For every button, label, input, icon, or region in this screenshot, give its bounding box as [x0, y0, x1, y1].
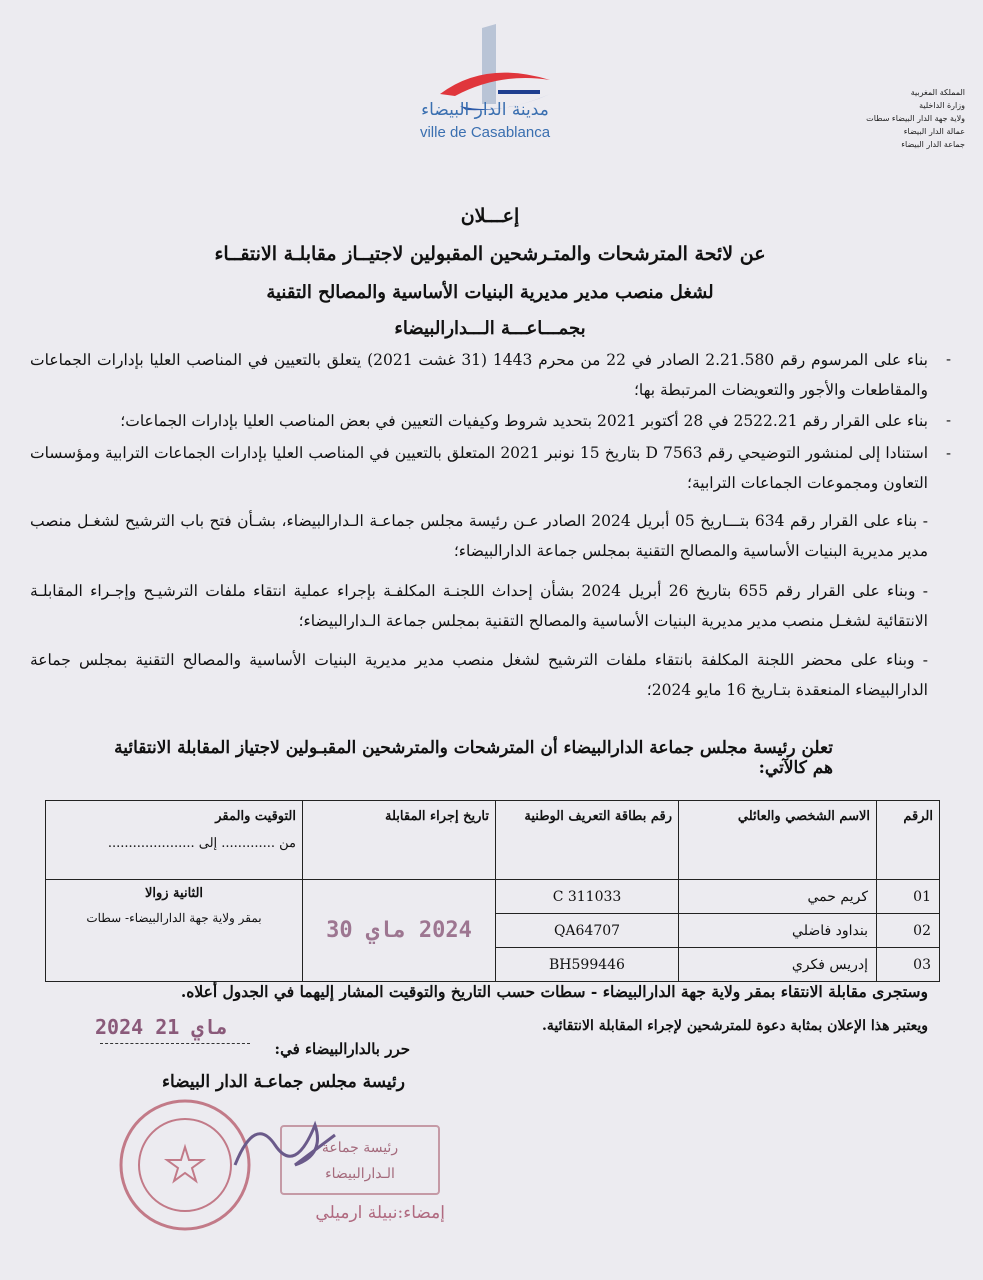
signature-name: إمضاء:نبيلة ارميلي — [315, 1203, 445, 1223]
header-line: المملكة المغربية — [910, 88, 965, 97]
logo-arabic-text: مدينة الدار البيضاء — [421, 100, 549, 120]
row-number: 01 — [877, 880, 940, 914]
candidates-heading: تعلن رئيسة مجلس جماعة الدارالبيضاء أن المترشحات والمترشحين المقبـولين لاجتياز المقابلة الانتقائية هم كالآتي: — [114, 738, 833, 778]
time-location-cell — [46, 880, 303, 982]
kingdom-header-block — [835, 86, 965, 151]
stamp-line: الـدارالبيضاء — [325, 1166, 395, 1182]
col-date-header: تاريخ إجراء المقابلة — [303, 801, 496, 880]
candidate-cin: C 311033 — [496, 880, 679, 914]
signed-at-label: حرر بالدارالبيضاء في: — [274, 1040, 410, 1058]
col-name-header: الاسم الشخصي والعائلي — [679, 801, 877, 880]
header-line: عمالة الدار البيضاء — [903, 127, 965, 136]
time-header-label: التوقيت والمقر — [215, 809, 296, 824]
col-cin-header: رقم بطاقة التعريف الوطنية — [496, 801, 679, 880]
interview-date-stamp: 2024 ماي 30 — [326, 918, 472, 943]
col-number-header: الرقم — [877, 801, 940, 880]
candidate-name: بنداود فاضلي — [679, 914, 877, 948]
commune-title: بجمـــاعـــة الـــدارالبيضاء — [394, 318, 586, 339]
signature-icon — [225, 1105, 345, 1185]
stamp-line: رئيسة جماعة — [321, 1140, 399, 1156]
legal-basis-paragraph: بناء على القرار رقم 2522.21 في 28 أكتوبر 2021 بتحديد شروط وكيفيات التعيين في بعض المناصب العليا بإدارات الجماعات؛ — [120, 412, 928, 430]
signed-date-line — [100, 1043, 250, 1044]
header-line: وزارة الداخلية — [919, 101, 965, 110]
header-line: ولاية جهة الدار البيضاء سطات — [866, 114, 965, 123]
legal-basis-paragraph: بناء على المرسوم رقم 2.21.580 الصادر في 22 من محرم 1443 (31 غشت 2021) يتعلق بالتعيين في المناصب العليا بإدارات الجماعات والمقاطعات والأجور والتعويضات المرتبطة بها؛ — [30, 351, 928, 399]
header-line: جماعة الدار البيضاء — [901, 140, 965, 149]
legal-basis-paragraph: - وبناء على القرار رقم 655 بتاريخ 26 أبريل 2024 بشأن إحداث اللجنـة المكلفـة بإجراء عملية انتقاء ملفات الترشيـح وإجـراء المقابلـة الانتقائية لشغـل منصب مدير مديرية البنيات الأساسية والمصالح التقنية بمجلس جماعة الـدارالبيضاء؛ — [30, 582, 928, 630]
interview-time: الثانية زوالا — [144, 886, 204, 901]
announcement-subtitle: عن لائحة المترشحات والمتـرشحين المقبولين لاجتيــاز مقابلـة الانتقــاء — [214, 243, 766, 265]
table-header-row — [46, 801, 940, 880]
invitation-note: ويعتبر هذا الإعلان بمثابة دعوة للمترشحين لإجراء المقابلة الانتقائية. — [541, 1018, 928, 1034]
candidate-cin: BH599446 — [496, 948, 679, 982]
row-number: 02 — [877, 914, 940, 948]
candidate-name: إدريس فكري — [679, 948, 877, 982]
position-title: لشغل منصب مدير مديرية البنيات الأساسية والمصالح التقنية — [266, 282, 714, 303]
legal-basis-paragraph: استنادا إلى لمنشور التوضيحي رقم D 7563 بتاريخ 15 نونبر 2021 المتعلق بالتعيين في المناصب العليا بإدارات الجماعات الترابية ومؤسسات التعاون ومجموعات الجماعات الترابية؛ — [30, 444, 929, 492]
announcement-title: إعـــلان — [460, 205, 520, 227]
time-range-placeholder: من ............. إلى ..................... — [107, 836, 296, 851]
signed-date-stamp: 2024 ماي 21 — [95, 1015, 228, 1039]
candidate-cin: QA64707 — [496, 914, 679, 948]
document-page: مدينة الدار البيضاء ville de Casablanca المملكة المغربية وزارة الداخلية ولاية جهة الدار البيضاء سطات عمالة الدار البيضاء جماعة الدار البيضاء إعـــلان عن لائحة المترشحات والمتـرشحين المقبولين لاجتيــاز مقابلـة الانتقــاء لشغل منصب مدير مديرية البنيات الأساسية والمصالح التقنية بجمـــاعـــة الـــدارالبيضاء - بناء على المرسوم رقم 2.21.580 الصادر في 22 من محرم 1443 (31 غشت 2021) يتعلق بالتعيين في المناصب العليا بإدارات الجماعات والمقاطعات والأجور والتعويضات المرتبطة بها؛ - بناء على القرار رقم 2522.21 في 28 أكتوبر 2021 بتحديد شروط وكيفيات التعيين في بعض المناصب العليا بإدارات الجماعات؛ - استنادا إلى لمنشور التوضيحي رقم D 7563 بتاريخ 15 نونبر 2021 المتعلق بالتعيين في المناصب العليا بإدارات الجماعات الترابية ومؤسسات التعاون ومجموعات الجماعات الترابية؛ - بناء على القرار رقم 634 بتـــاريخ 05 أبريل 2024 الصادر عـن رئيسة مجلس جماعـة الـدارالبيضاء، بشـأن فتح باب الترشيح لشغـل منصب مدير مديرية البنيات الأساسية والمصالح التقنية بمجلس جماعة الدارالبيضاء؛ - وبناء على القرار رقم 655 بتاريخ 26 أبريل 2024 بشأن إحداث اللجنـة المكلفـة بإجراء عملية انتقاء ملفات الترشيـح وإجـراء المقابلـة الانتقائية لشغـل منصب مدير مديرية البنيات الأساسية والمصالح التقنية بمجلس جماعة الـدارالبيضاء؛ - وبناء على محضر اللجنة المكلفة بانتقاء ملفات الترشيح لشغل منصب مدير مديرية البنيات الأساسية والمصالح التقنية بمجلس جماعة الدارالبيضاء المنعقدة بتـاريخ 16 مايو 2024؛ تعلن رئيسة مجلس جماعة الدارالبيضاء أن المترشحات والمترشحين المقبـولين لاجتياز المقابلة الانتقائية هم كالآتي: الرقم الاسم الشخصي والعائلي رقم بطاقة التعريف الوطنية تاريخ إجراء المقابلة التوقيت والمقر من ............. إلى ..................... 01 كريم حمي C 311033 2024 ماي 30 الثانية زوالا بمقر ولاية جهة الدارالبيضاء- سطات 02 بنداود فاضلي QA64707 03 إدريس فكري BH599446 وستجرى مقابلة الانتقاء بمقر ولاية جهة الدارالبيضاء - سطات حسب التاريخ والتوقيت المشار إليهما في الجدول أعلاه. ويعتبر هذا الإعلان بمثابة دعوة للمترشحين لإجراء المقابلة الانتقائية. حرر بالدارالبيضاء في: 2024 ماي 21 رئيسة مجلس جماعـة الدار البيضاء رئيسة جماعة الـدارالبيضاء إمضاء:نبيلة ارميلي — [0, 0, 983, 1280]
table-row — [46, 880, 940, 914]
candidate-name: كريم حمي — [679, 880, 877, 914]
interview-note: وستجرى مقابلة الانتقاء بمقر ولاية جهة الدارالبيضاء - سطات حسب التاريخ والتوقيت المشار إليهما في الجدول أعلاه. — [180, 982, 928, 1001]
legal-basis-paragraph: - وبناء على محضر اللجنة المكلفة بانتقاء ملفات الترشيح لشغل منصب مدير مديرية البنيات الأساسية والمصالح التقنية بمجلس جماعة الدارالبيضاء المنعقدة بتـاريخ 16 مايو 2024؛ — [30, 651, 928, 699]
interview-date-cell — [303, 880, 496, 982]
row-number: 03 — [877, 948, 940, 982]
signatory-title: رئيسة مجلس جماعـة الدار البيضاء — [162, 1072, 405, 1092]
logo-french-text: ville de Casablanca — [419, 124, 551, 141]
legal-basis-paragraph: - بناء على القرار رقم 634 بتـــاريخ 05 أبريل 2024 الصادر عـن رئيسة مجلس جماعـة الـدارالبيضاء، بشـأن فتح باب الترشيح لشغـل منصب مدير مديرية البنيات الأساسية والمصالح التقنية بمجلس جماعة الدارالبيضاء؛ — [30, 512, 928, 560]
candidates-table — [45, 800, 940, 982]
col-time-header — [46, 801, 303, 880]
interview-location: بمقر ولاية جهة الدارالبيضاء- سطات — [86, 911, 262, 925]
